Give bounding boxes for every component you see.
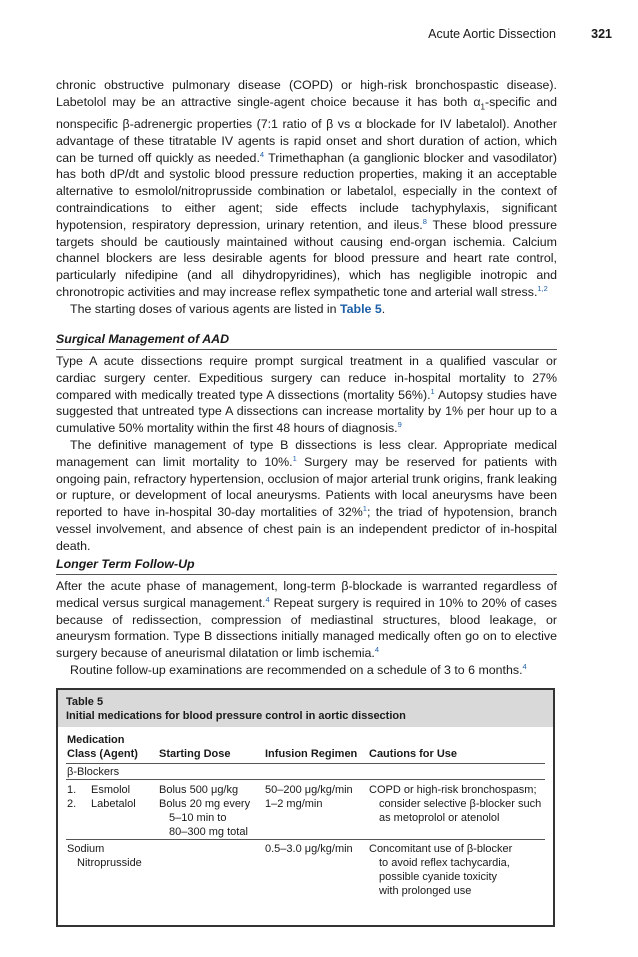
column-header-cautions: Cautions for Use — [369, 748, 458, 760]
header-rule — [66, 763, 545, 764]
paragraph-type-a: Type A acute dissections require prompt surgical treatment in a qualified vascular or cardiac surgery center. Expeditious surgery can reduce in-hospital mortality to 27% compared with medically treated type A dissections (mortality 56%).$^1$ Autopsy studies have suggested that untreated type A dissections can increase mortality by 1% per hour up to a cumulative 50% mortality within the first 48 hours of diagnosis.$^9$ — [56, 354, 558, 436]
running-title: Acute Aortic Dissection — [428, 27, 556, 41]
caution-cell: Concomitant use of β-blocker to avoid reflex tachycardia, possible cyanide toxicity with prolonged use — [369, 843, 513, 897]
citation[interactable]: 4 — [522, 661, 527, 671]
table-5 — [56, 688, 555, 927]
paragraph-routine-exams: Routine follow-up examinations are recommended on a schedule of 3 to 6 months.$^4$ — [70, 661, 527, 677]
citation[interactable]: 1 — [362, 504, 367, 514]
page-number: 321 — [591, 27, 612, 41]
agent-labetalol: 2. Labetalol — [67, 798, 136, 810]
follow-up-text-block — [56, 578, 557, 679]
column-header-infusion: Infusion Regimen — [265, 748, 358, 760]
running-head — [0, 27, 638, 43]
citation[interactable]: 8 — [422, 216, 427, 226]
paragraph-table-reference: The starting doses of various agents are listed in Table 5. — [70, 301, 386, 316]
table-caption — [58, 690, 553, 727]
citation[interactable]: 9 — [397, 420, 402, 430]
row-rule — [66, 839, 545, 840]
paragraph-agents: chronic obstructive pulmonary disease (COPD) or high-risk bronchospastic disease). Labetolol may be an attractive single-agent choice because it has both $\alpha_1$-specific and nonspecific β-adrenergic properties (7:1 ratio of β vs α blockade for IV labetalol). Another advantage of these titratable IV agents is rapid onset and short duration of action, which can be turned off quickly as needed.$^4$ Trimethaphan (a ganglionic blocker and vasodilator) has both dP/dt and systolic blood pressure reduction properties, making it an acceptable alternative to esmolol/nitroprusside combination or labetalol, especially in the context of contraindications to either agent; side effects include tachyphylaxis, significant hypotension, respiratory depression, urinary retention, and ileus.$^8$ These blood pressure targets should be cautiously maintained without causing end-organ ischemia. Calcium channel blockers are less desirable agents for blood pressure and heart rate control, particularly nifedipine (and all dihydropyridines), which has negligible inotropic and chronotropic activities and may increase reflex sympathetic tone and arterial wall stress.$^{1,2}$ — [56, 78, 557, 300]
citation[interactable]: 4 — [259, 149, 265, 159]
caution-cell: COPD or high-risk bronchospasm; consider selective β-blocker such as metoprolol or atenolol — [369, 784, 542, 824]
citation[interactable]: 4 — [265, 594, 270, 604]
infusion-cell: 50–200 μg/kg/min 1–2 mg/min — [265, 784, 353, 810]
column-header-dose: Starting Dose — [159, 748, 231, 760]
agent-list — [67, 783, 136, 811]
section-heading-surgical: Surgical Management of AAD — [56, 332, 557, 350]
table-5-link[interactable]: Table 5 — [340, 301, 382, 316]
table-title: Initial medications for blood pressure control in aortic dissection — [66, 710, 406, 722]
dose-cell: Bolus 500 μg/kg Bolus 20 mg every 5–10 min to 80–300 mg total — [159, 784, 251, 838]
agent-nitroprusside: Sodium Nitroprusside — [67, 843, 142, 869]
alpha-subscript: 1 — [480, 102, 485, 112]
infusion-cell: 0.5–3.0 μg/kg/min — [265, 843, 353, 855]
surgical-text-block — [56, 353, 557, 555]
paragraph-type-b: The definitive management of type B dissections is less clear. Appropriate medical management can limit mortality to 10%.$^1$ Surgery may be reserved for patients with ongoing pain, refractory hypertension, occlusion of major arterial trunk origins, frank leaking or rupture, or development of local aneurysms. Patients with local aneurysms have been reported to have in-hospital 30-day mortalities of 32%$^1$; the triad of hypotension, branch vessel involvement, and absence of chest pain is an independent predictor of in-hospital death. — [56, 437, 557, 553]
citation[interactable]: 1,2 — [537, 283, 548, 293]
paragraph-follow-up: After the acute phase of management, long-term β-blockade is warranted regardless of medical versus surgical management.$^4$ Repeat surgery is required in 10% to 20% of cases because of redissection, compression of mediastinal structures, blood leakage, or aneurysm formation. Type B dissections initially managed medically often go on to elective surgery because of aneurismal dilatation or limb ischemia.$^4$ — [56, 579, 557, 661]
citation[interactable]: 1 — [430, 386, 435, 396]
therapy-text-block — [56, 77, 557, 318]
column-header-class: Medication Class (Agent) — [67, 734, 138, 760]
group-beta-blockers: β-Blockers — [67, 766, 120, 778]
table-label: Table 5 — [66, 696, 104, 708]
section-heading-follow-up: Longer Term Follow-Up — [56, 557, 557, 575]
group-rule — [66, 779, 545, 780]
citation[interactable]: 4 — [374, 645, 380, 655]
agent-esmolol: 1. Esmolol — [67, 784, 131, 796]
citation[interactable]: 1 — [292, 453, 297, 463]
